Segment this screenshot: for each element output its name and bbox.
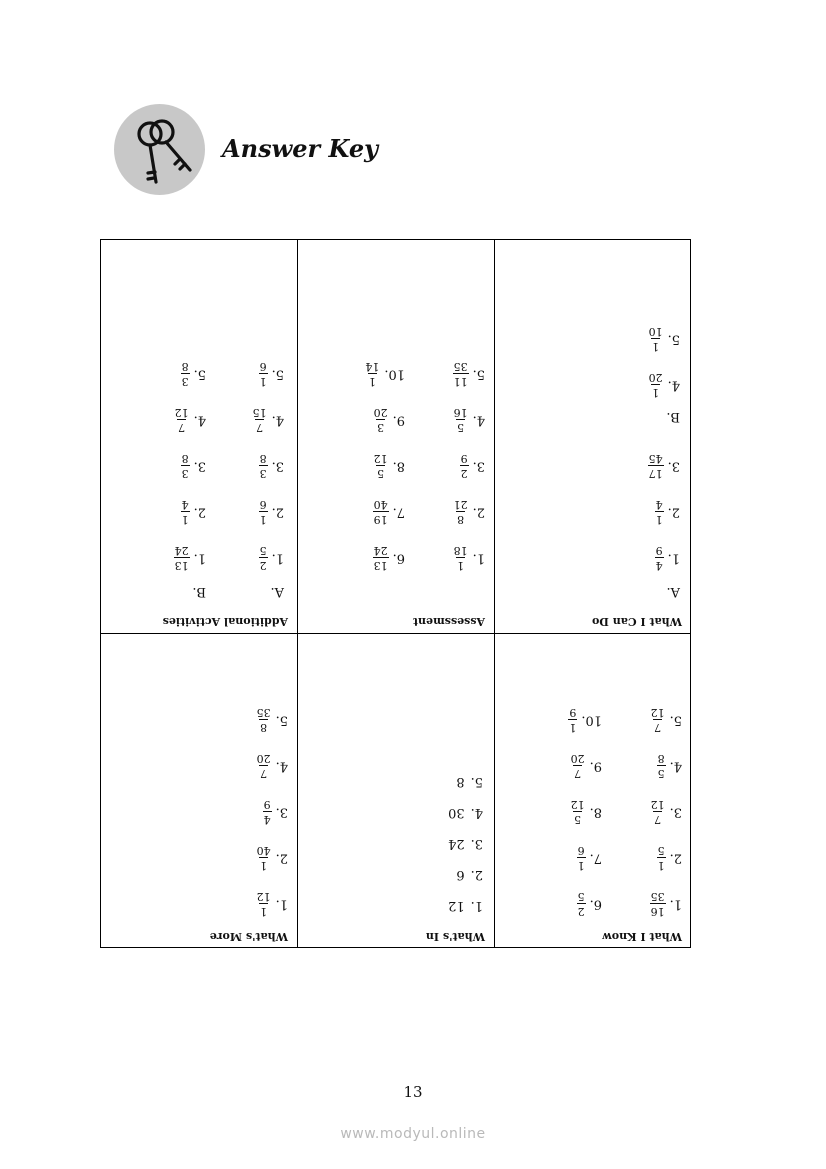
section-what-i-know	[495, 634, 692, 949]
section-title: Additional Activities	[162, 615, 288, 628]
section-whats-in	[298, 634, 495, 949]
fraction	[577, 891, 586, 917]
item-number: 1.	[667, 550, 680, 566]
numerator: 5	[657, 767, 665, 780]
answer-value: 24	[448, 836, 465, 851]
answer-item	[648, 326, 680, 352]
answer-item	[256, 891, 288, 917]
answer-item	[648, 372, 680, 398]
item-number: 5.	[193, 366, 206, 382]
item-number: 5.	[470, 774, 483, 789]
item-number: 5.	[472, 366, 485, 382]
keys-icon	[114, 104, 205, 195]
answer-item	[373, 499, 405, 525]
numerator: 7	[256, 421, 264, 434]
fraction	[174, 545, 190, 571]
denominator: 6	[577, 844, 585, 858]
item-number: 7.	[392, 504, 405, 520]
denominator: 20	[648, 371, 663, 385]
item-number: 2.	[667, 504, 680, 520]
denominator: 12	[256, 890, 271, 904]
denominator: 8	[259, 452, 267, 466]
fraction	[256, 891, 272, 917]
denominator: 9	[569, 706, 577, 720]
answer-item	[657, 845, 682, 871]
answer-item	[453, 407, 485, 433]
denominator: 45	[648, 452, 663, 466]
fraction	[256, 845, 272, 871]
answer-item	[456, 867, 483, 882]
fraction	[570, 799, 586, 825]
fraction	[657, 753, 666, 779]
numerator: 1	[569, 721, 577, 734]
section-title: What's In	[425, 930, 485, 943]
item-number: 10.	[581, 712, 602, 728]
answer-item	[448, 836, 483, 851]
numerator: 2	[259, 559, 267, 572]
item-number: 4.	[271, 412, 284, 428]
denominator: 4	[655, 498, 663, 512]
denominator: 20	[570, 752, 585, 766]
section-whats-more	[101, 634, 298, 949]
item-number: 2.	[271, 504, 284, 520]
denominator: 15	[252, 406, 267, 420]
denominator: 20	[373, 406, 388, 420]
numerator: 8	[457, 513, 465, 526]
denominator: 9	[263, 798, 271, 812]
answer-item	[453, 499, 485, 525]
page-title: Answer Key	[222, 134, 379, 163]
item-number: 1.	[193, 550, 206, 566]
fraction	[181, 499, 190, 525]
answer-item	[259, 545, 284, 571]
numerator: 7	[574, 767, 582, 780]
section-additional-activities	[101, 240, 298, 634]
item-number: 9.	[589, 758, 602, 774]
numerator: 5	[377, 467, 385, 480]
group-label: B.	[192, 584, 206, 599]
numerator: 2	[460, 467, 468, 480]
denominator: 5	[577, 890, 585, 904]
numerator: 3	[181, 375, 189, 388]
answer-item	[252, 407, 284, 433]
fraction	[453, 499, 469, 525]
numerator: 3	[259, 467, 267, 480]
numerator: 2	[577, 905, 585, 918]
fraction	[256, 753, 272, 779]
item-number: 3.	[669, 804, 682, 820]
fraction	[252, 407, 268, 433]
fraction	[373, 545, 389, 571]
denominator: 12	[650, 706, 665, 720]
denominator: 5	[259, 544, 267, 558]
fraction	[174, 407, 190, 433]
denominator: 10	[648, 325, 663, 339]
page-number: 13	[403, 1083, 423, 1101]
item-number: 3.	[193, 458, 206, 474]
fraction	[650, 891, 666, 917]
item-number: 4.	[669, 758, 682, 774]
answer-item	[650, 707, 682, 733]
numerator: 1	[181, 513, 189, 526]
denominator: 12	[373, 452, 388, 466]
numerator: 7	[260, 767, 268, 780]
denominator: 12	[174, 406, 189, 420]
numerator: 1	[652, 340, 660, 353]
answer-item	[373, 453, 405, 479]
answer-item	[456, 774, 483, 789]
answer-item	[650, 891, 682, 917]
fraction	[657, 845, 666, 871]
numerator: 13	[174, 559, 189, 572]
item-number: 2.	[470, 867, 483, 882]
section-title: What I Can Do	[592, 615, 682, 628]
answer-item	[568, 707, 602, 733]
numerator: 7	[654, 721, 662, 734]
item-number: 5.	[669, 712, 682, 728]
answer-item	[373, 545, 405, 571]
item-number: 3.	[271, 458, 284, 474]
answer-item	[256, 845, 288, 871]
answer-item	[655, 499, 680, 525]
item-number: 7.	[589, 850, 602, 866]
numerator: 3	[377, 421, 385, 434]
fraction	[648, 453, 664, 479]
answer-item	[657, 753, 682, 779]
section-title: Assessment	[412, 615, 485, 628]
answer-item	[648, 453, 680, 479]
numerator: 19	[373, 513, 388, 526]
fraction	[181, 453, 190, 479]
item-number: 1.	[472, 550, 485, 566]
section-title: What I Know	[602, 930, 682, 943]
numerator: 11	[453, 375, 468, 388]
answer-value: 12	[448, 898, 465, 913]
answer-item	[655, 545, 680, 571]
item-number: 2.	[275, 850, 288, 866]
numerator: 1	[368, 375, 376, 388]
group-label: B.	[666, 409, 680, 424]
fraction	[259, 499, 268, 525]
item-number: 5.	[275, 712, 288, 728]
numerator: 8	[260, 721, 268, 734]
watermark: www.modyul.online	[340, 1126, 486, 1142]
answer-item	[256, 753, 288, 779]
denominator: 21	[453, 498, 468, 512]
answer-item	[364, 361, 405, 387]
numerator: 1	[259, 375, 267, 388]
item-number: 3.	[472, 458, 485, 474]
numerator: 3	[181, 467, 189, 480]
numerator: 7	[654, 813, 662, 826]
fraction	[373, 407, 389, 433]
numerator: 17	[648, 467, 663, 480]
numerator: 1	[577, 859, 585, 872]
answer-item	[570, 753, 602, 779]
section-assessment	[298, 240, 495, 634]
fraction	[259, 453, 268, 479]
answer-key-grid	[100, 239, 691, 948]
item-number: 4.	[275, 758, 288, 774]
answer-item	[448, 805, 483, 820]
fraction	[181, 361, 190, 387]
denominator: 24	[174, 544, 189, 558]
item-number: 1.	[669, 896, 682, 912]
answer-item	[263, 799, 288, 825]
fraction	[263, 799, 272, 825]
denominator: 4	[181, 498, 189, 512]
item-number: 4.	[472, 412, 485, 428]
denominator: 8	[181, 452, 189, 466]
item-number: 1.	[470, 898, 483, 913]
numerator: 1	[457, 559, 465, 572]
denominator: 24	[373, 544, 388, 558]
section-what-i-can-do	[495, 240, 692, 634]
fraction	[648, 372, 664, 398]
item-number: 4.	[667, 377, 680, 393]
denominator: 12	[650, 798, 665, 812]
numerator: 1	[259, 513, 267, 526]
denominator: 35	[453, 360, 468, 374]
denominator: 35	[650, 890, 665, 904]
fraction	[259, 361, 268, 387]
numerator: 4	[263, 813, 271, 826]
numerator: 1	[260, 859, 268, 872]
denominator: 6	[259, 498, 267, 512]
answer-item	[453, 361, 485, 387]
denominator: 5	[657, 844, 665, 858]
answer-item	[181, 361, 206, 387]
item-number: 1.	[271, 550, 284, 566]
item-number: 8.	[589, 804, 602, 820]
answer-value: 30	[448, 805, 465, 820]
fraction	[453, 361, 469, 387]
fraction	[373, 499, 389, 525]
fraction	[577, 845, 586, 871]
fraction	[256, 707, 272, 733]
answer-item	[453, 545, 485, 571]
answer-value: 8	[456, 774, 465, 789]
fraction	[460, 453, 469, 479]
answer-item	[259, 361, 284, 387]
denominator: 40	[256, 844, 271, 858]
fraction	[655, 499, 664, 525]
denominator: 40	[373, 498, 388, 512]
denominator: 6	[259, 360, 267, 374]
fraction	[568, 707, 577, 733]
numerator: 1	[652, 386, 660, 399]
fraction	[650, 707, 666, 733]
item-number: 2.	[193, 504, 206, 520]
fraction	[259, 545, 268, 571]
answer-item	[577, 891, 602, 917]
denominator: 18	[453, 544, 468, 558]
item-number: 4.	[470, 805, 483, 820]
group-label: A.	[666, 584, 680, 599]
answer-item	[256, 707, 288, 733]
answer-item	[259, 453, 284, 479]
numerator: 5	[574, 813, 582, 826]
numerator: 1	[260, 905, 268, 918]
numerator: 13	[373, 559, 388, 572]
fraction	[373, 453, 389, 479]
answer-item	[174, 407, 206, 433]
item-number: 8.	[392, 458, 405, 474]
fraction	[364, 361, 380, 387]
item-number: 2.	[472, 504, 485, 520]
denominator: 9	[655, 544, 663, 558]
answer-item	[181, 499, 206, 525]
item-number: 6.	[392, 550, 405, 566]
denominator: 8	[181, 360, 189, 374]
denominator: 14	[365, 360, 380, 374]
denominator: 12	[570, 798, 585, 812]
answer-item	[570, 799, 602, 825]
answer-item	[577, 845, 602, 871]
fraction	[648, 326, 664, 352]
fraction	[655, 545, 664, 571]
denominator: 35	[256, 706, 271, 720]
fraction	[453, 545, 469, 571]
answer-item	[181, 453, 206, 479]
item-number: 3.	[275, 804, 288, 820]
denominator: 16	[453, 406, 468, 420]
numerator: 4	[655, 559, 663, 572]
answer-item	[174, 545, 206, 571]
item-number: 2.	[669, 850, 682, 866]
item-number: 9.	[392, 412, 405, 428]
answer-value: 6	[456, 867, 465, 882]
denominator: 9	[460, 452, 468, 466]
denominator: 8	[657, 752, 665, 766]
answer-item	[259, 499, 284, 525]
item-number: 10.	[384, 366, 405, 382]
item-number: 5.	[667, 331, 680, 347]
section-title: What's More	[209, 930, 288, 943]
answer-item	[460, 453, 485, 479]
answer-item	[373, 407, 405, 433]
answer-item	[650, 799, 682, 825]
numerator: 7	[178, 421, 186, 434]
denominator: 20	[256, 752, 271, 766]
item-number: 3.	[667, 458, 680, 474]
numerator: 1	[657, 859, 665, 872]
numerator: 16	[650, 905, 665, 918]
group-label: A.	[270, 584, 284, 599]
item-number: 1.	[275, 896, 288, 912]
item-number: 5.	[271, 366, 284, 382]
fraction	[453, 407, 469, 433]
item-number: 6.	[589, 896, 602, 912]
numerator: 5	[457, 421, 465, 434]
item-number: 4.	[193, 412, 206, 428]
fraction	[650, 799, 666, 825]
item-number: 3.	[470, 836, 483, 851]
numerator: 1	[655, 513, 663, 526]
fraction	[570, 753, 586, 779]
answer-item	[448, 898, 483, 913]
